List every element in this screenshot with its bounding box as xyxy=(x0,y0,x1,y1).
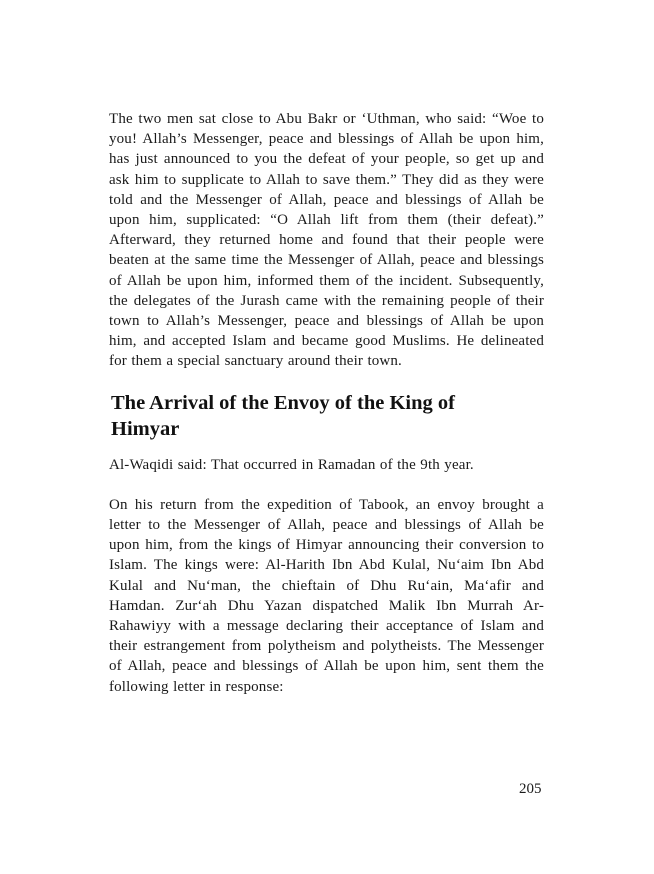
body-paragraph: On his return from the expedition of Tabook, an envoy brought a letter to the Messenger of Allah, peace and blessings of Allah be upon him, from the kings of Himyar announcing their conversion to Islam. The kings were: Al-Harith Ibn Abd Kulal, Nu‘aim Ibn Abd Kulal and Nu‘man, the chieftain of Dhu Ru‘ain, Ma‘afir and Hamdan. Zur‘ah Dhu Yazan dispatched Malik Ibn Murrah Ar-Rahawiyy with a message declaring their acceptance of Islam and their estrangement from polytheism and polytheists. The Messenger of Allah, peace and blessings of Allah be upon him, sent them the following letter in response: xyxy=(109,496,544,695)
section-heading: The Arrival of the Envoy of the King of Himyar xyxy=(111,391,455,441)
body-paragraph: Al-Waqidi said: That occurred in Ramadan of the 9th year. xyxy=(109,456,474,473)
page-content xyxy=(109,109,544,697)
body-paragraph: The two men sat close to Abu Bakr or ‘Uthman, who said: “Woe to you! Allah’s Messenger, peace and blessings of Allah be upon him, has just announced to you the defeat of your people, so get up and ask him to supplicate to Allah to save them.” They did as they were told and the Messenger of Allah, peace and blessings of Allah be upon him, supplicated: “O Allah lift from them (their defeat).” Afterward, they returned home and found that their people were beaten at the same time the Messenger of Allah, peace and blessings of Allah be upon him, informed them of the incident. Subsequently, the delegates of the Jurash came with the remaining people of their town to Allah’s Messenger, peace and blessings of Allah be upon him, and accepted Islam and became good Muslims. He delineated for them a special sanctuary around their town. xyxy=(109,111,544,370)
page-number: 205 xyxy=(519,781,542,797)
